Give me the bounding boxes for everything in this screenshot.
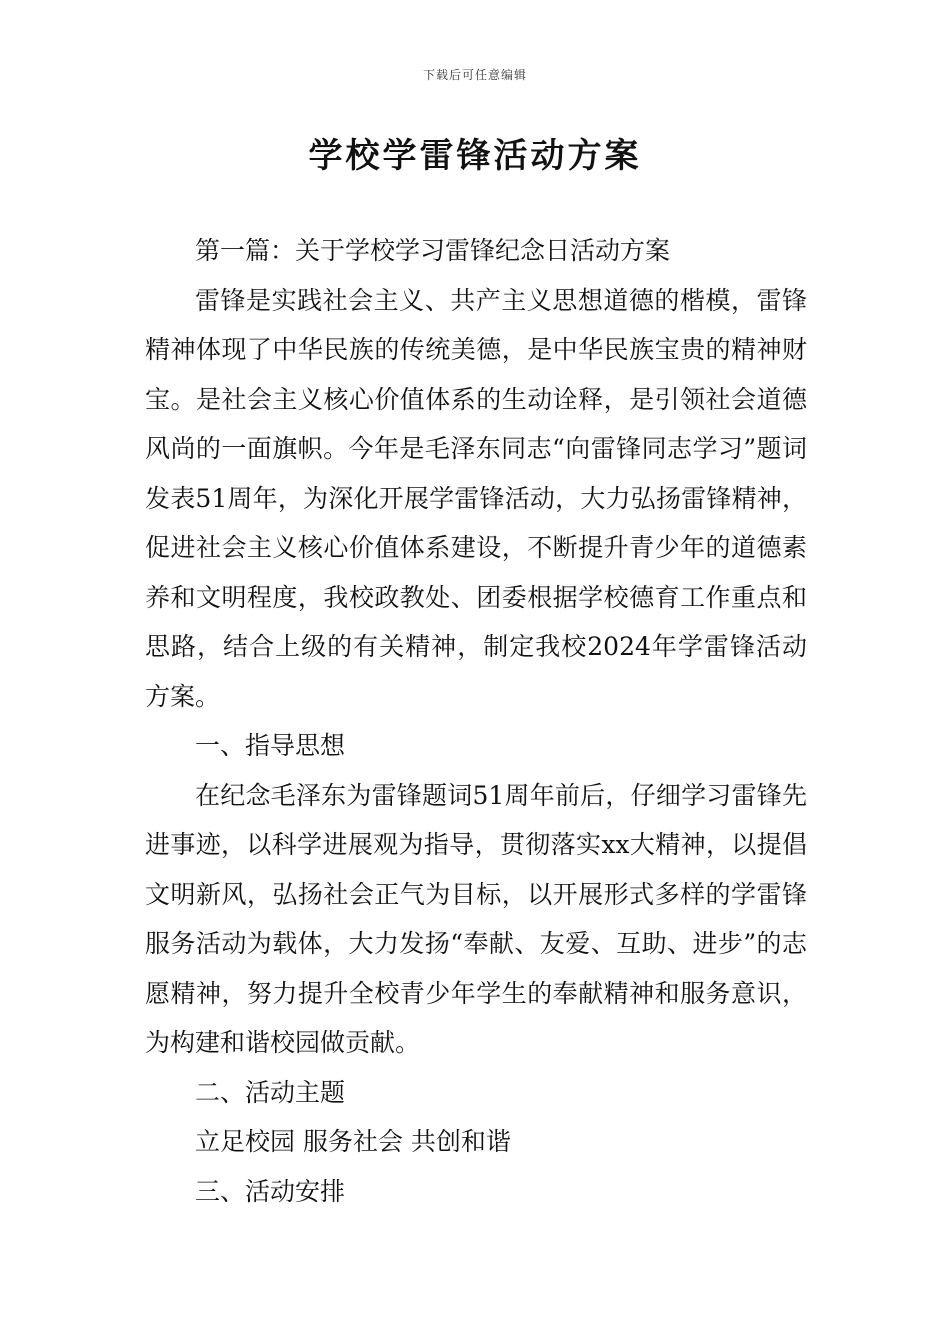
guiding-ideology-paragraph: 在纪念毛泽东为雷锋题词51周年前后，仔细学习雷锋先进事迹，以科学进展观为指导，贯彻落实xx大精神，以提倡文明新风，弘扬社会正气为目标，以开展形式多样的学雷锋服务活动为载体，大力发扬“奉献、友爱、互助、进步”的志愿精神，努力提升全校青少年学生的奉献精神和服务意识，为构建和谐校园做贡献。 (145, 780, 807, 1057)
section-heading-activity-theme: 二、活动主题 (195, 1077, 346, 1107)
document-body (145, 226, 807, 1216)
section-heading-guiding-ideology: 一、指导思想 (195, 731, 346, 760)
activity-theme-text: 立足校园 服务社会 共创和谐 (195, 1127, 511, 1156)
document-title: 学校学雷锋活动方案 (308, 136, 642, 176)
part-title: 第一篇：关于学校学习雷锋纪念日活动方案 (195, 236, 671, 265)
section-heading-activity-arrangement: 三、活动安排 (195, 1176, 346, 1206)
intro-paragraph: 雷锋是实践社会主义、共产主义思想道德的楷模，雷锋精神体现了中华民族的传统美德，是中华民族宝贵的精神财宝。是社会主义核心价值体系的生动诠释，是引领社会道德风尚的一面旗帜。今年是毛泽东同志“向雷锋同志学习”题词发表51周年，为深化开展学雷锋活动，大力弘扬雷锋精神，促进社会主义核心价值体系建设，不断提升青少年的道德素养和文明程度，我校政教处、团委根据学校德育工作重点和思路，结合上级的有关精神，制定我校2024年学雷锋活动方案。 (145, 285, 807, 711)
page-header-note: 下载后可任意编辑 (422, 68, 527, 82)
